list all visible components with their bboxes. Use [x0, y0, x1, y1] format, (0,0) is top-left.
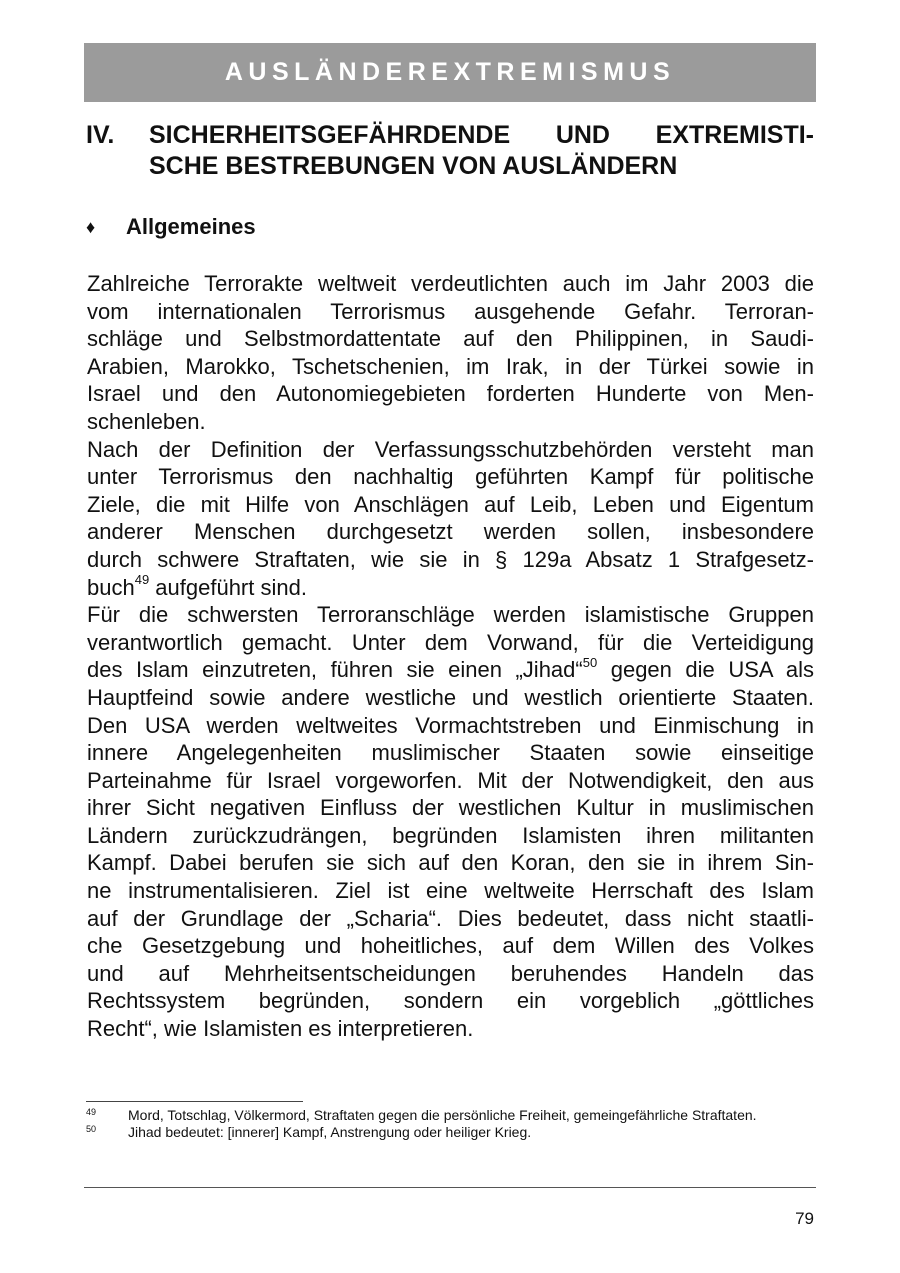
- footnote-number: 49: [86, 1107, 97, 1117]
- chapter-title-line: SCHE BESTREBUNGEN VON AUSLÄNDERN: [149, 152, 678, 180]
- text-line: schläge und Selbstmordattentate auf den Philippinen, in Saudi-: [87, 326, 814, 352]
- text-fragment: gegen die USA als: [597, 657, 814, 683]
- text-line: che Gesetzgebung und hoheitliches, auf dem Willen des Volkes: [87, 933, 814, 959]
- text-fragment: buch: [87, 574, 135, 600]
- footnote-text: Jihad bedeutet: [innerer] Kampf, Anstrengung oder heiliger Krieg.: [128, 1124, 532, 1140]
- diamond-bullet-icon: ♦: [86, 216, 96, 237]
- text-line: durch schwere Straftaten, wie sie in § 129a Absatz 1 Strafgesetz-: [87, 546, 814, 572]
- text-fragment: des Islam einzutreten, führen sie einen „Jihad“: [87, 657, 583, 683]
- text-line: Zahlreiche Terrorakte weltweit verdeutlichten auch im Jahr 2003 die: [87, 271, 814, 296]
- text-line: anderer Menschen durchgesetzt werden sollen, insbesondere: [87, 519, 814, 545]
- chapter-title-line: SICHERHEITSGEFÄHRDENDE UND EXTREMISTI-: [149, 121, 814, 149]
- page-footer-divider: [84, 1187, 816, 1188]
- text-line: [87, 574, 814, 602]
- text-line: Nach der Definition der Verfassungsschutzbehörden versteht man: [87, 436, 814, 462]
- footnote-text: Mord, Totschlag, Völkermord, Straftaten gegen die persönliche Freiheit, gemeingefährliche Straftaten.: [128, 1107, 757, 1123]
- chapter-banner: [84, 43, 816, 102]
- section-title: Allgemeines: [126, 214, 256, 239]
- footnote-divider: [86, 1101, 303, 1102]
- banner-title: AUSLÄNDEREXTREMISMUS: [224, 58, 676, 86]
- footnote-ref-49: 49: [134, 572, 150, 588]
- text-line: schenleben.: [87, 408, 206, 434]
- text-line: vom internationalen Terrorismus ausgehende Gefahr. Terroran-: [87, 298, 814, 324]
- page-number: 79: [795, 1209, 814, 1228]
- text-line: innere Angelegenheiten muslimischer Staaten sowie einseitige: [87, 740, 814, 766]
- chapter-heading: [86, 120, 814, 182]
- paragraph-2: [87, 436, 814, 602]
- text-line: [87, 656, 814, 684]
- paragraph-1: [87, 270, 814, 436]
- text-line: Parteinahme für Israel vorgeworfen. Mit der Notwendigkeit, den aus: [87, 767, 814, 793]
- footnotes: [86, 1107, 816, 1141]
- text-line: Arabien, Marokko, Tschetschenien, im Irak, in der Türkei sowie in: [87, 353, 814, 379]
- text-line: Rechtssystem begründen, sondern ein vorgeblich „göttliches: [87, 988, 814, 1014]
- paragraph-3: [87, 601, 814, 1043]
- text-line: Ziele, die mit Hilfe von Anschlägen auf Leib, Leben und Eigentum: [87, 491, 814, 517]
- text-line: Ländern zurückzudrängen, begründen Islamisten ihren militanten: [87, 822, 814, 848]
- text-line: auf der Grundlage der „Scharia“. Dies bedeutet, dass nicht staatli-: [87, 905, 814, 931]
- section-heading: [86, 214, 256, 240]
- text-line: verantwortlich gemacht. Unter dem Vorwand, für die Verteidigung: [87, 629, 814, 655]
- text-line: ne instrumentalisieren. Ziel ist eine weltweite Herrschaft des Islam: [87, 878, 814, 904]
- footnote-49: [86, 1107, 816, 1124]
- text-line: Kampf. Dabei berufen sie sich auf den Koran, den sie in ihrem Sin-: [87, 850, 814, 876]
- text-line: Recht“, wie Islamisten es interpretieren.: [87, 1016, 474, 1042]
- text-fragment: aufgeführt sind.: [149, 574, 307, 600]
- chapter-number: IV.: [86, 121, 115, 149]
- chapter-title: [149, 120, 814, 182]
- text-line: unter Terrorismus den nachhaltig geführten Kampf für politische: [87, 464, 814, 490]
- footnote-50: [86, 1124, 816, 1141]
- text-line: Den USA werden weltweites Vormachtstreben und Einmischung in: [87, 712, 814, 738]
- footnote-number: 50: [86, 1124, 97, 1134]
- footnote-ref-50: 50: [582, 654, 598, 670]
- text-line: Für die schwersten Terroranschläge werden islamistische Gruppen: [87, 602, 814, 628]
- text-line: Hauptfeind sowie andere westliche und westlich orientierte Staaten.: [87, 684, 814, 710]
- text-line: Israel und den Autonomiegebieten forderten Hunderte von Men-: [87, 381, 814, 407]
- text-line: und auf Mehrheitsentscheidungen beruhendes Handeln das: [87, 960, 814, 986]
- body-text: [87, 270, 814, 1043]
- text-line: ihrer Sicht negativen Einfluss der westlichen Kultur in muslimischen: [87, 795, 814, 821]
